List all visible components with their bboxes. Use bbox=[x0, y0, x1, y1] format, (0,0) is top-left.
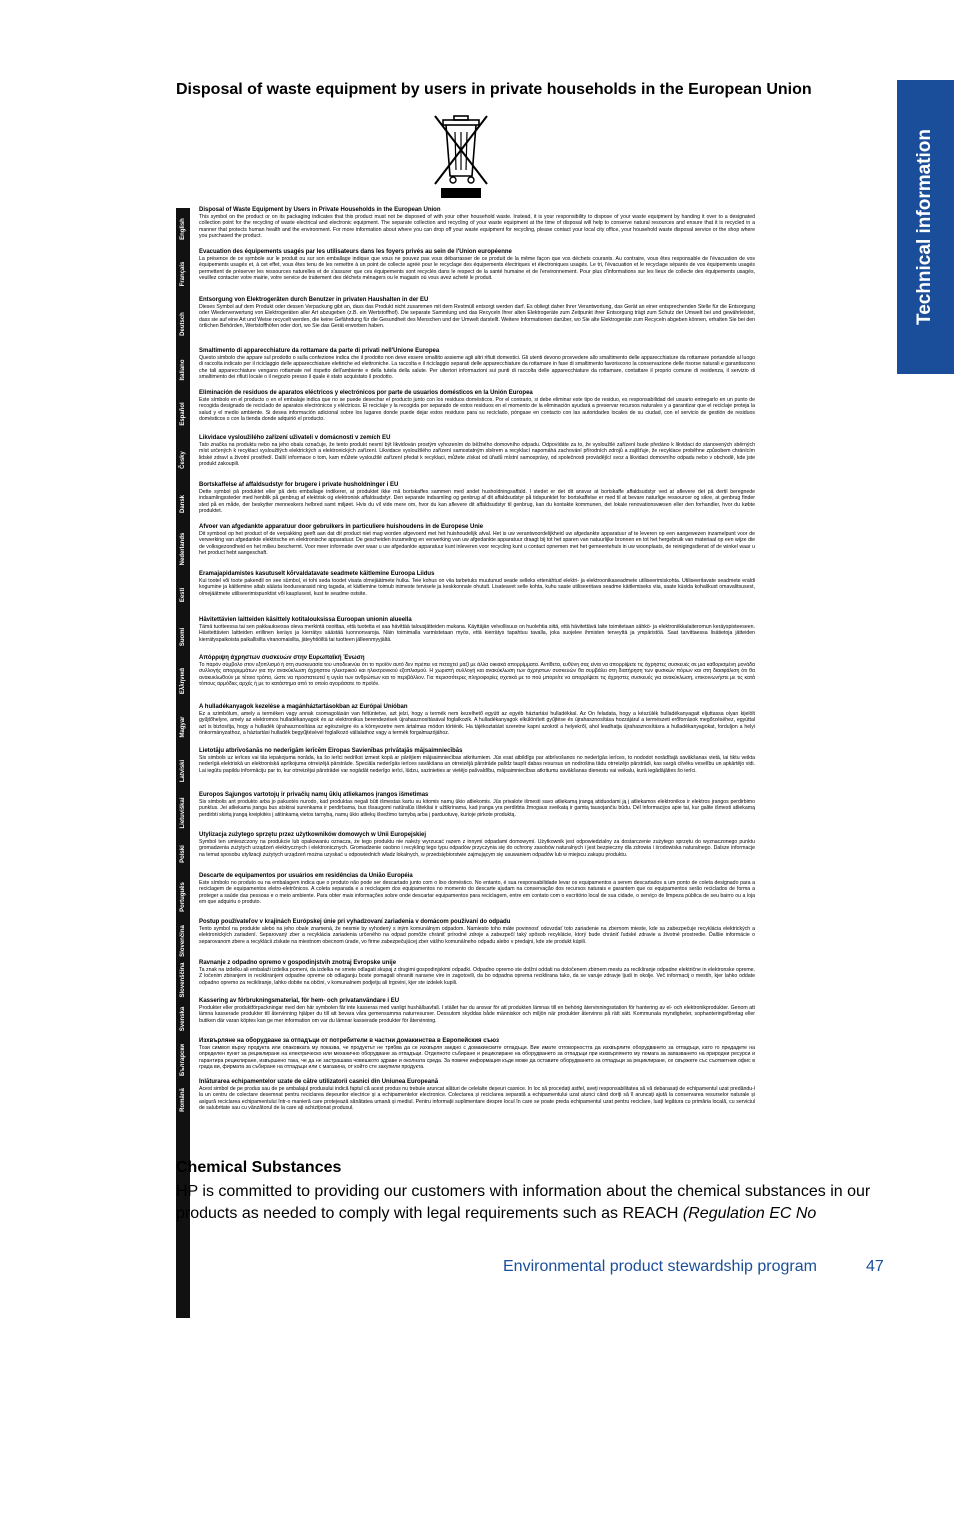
section-body: Symbol ten umieszczony na produkcie lub opakowaniu oznacza, że tego produktu nie należy wyrzucać razem z innymi odpadami domowymi. Użytkownik jest odpowiedzialny za dostarczenie zużytego sprzętu do wyznaczonego punktu gromadzenia zużytych urządzeń elektrycznych i elektronicznych. Gromadzenie osobno i recykling tego typu odpadów przyczynia się do ochrony zasobów naturalnych i jest bezpieczny dla zdrowia i środowiska naturalnego. Dalsze informacje na temat sposobu utylizacji zużytych urządzeń można uzyskać u odpowiednich władz lokalnych, w przedsiębiorstwie zajmującym się usuwaniem odpadów lub w miejscu zakupu produktu. bbox=[199, 839, 755, 858]
section-heading: Descarte de equipamentos por usuários em residências da União Européia bbox=[199, 873, 413, 879]
section-heading: Entsorgung von Elektrogeräten durch Benutzer in privaten Haushalten in der EU bbox=[199, 297, 429, 303]
section-body: Šis simbolis ant produkto arba jo pakuotės nurodo, kad produktas negali būti išmestas kartu su kitomis namų ūkio atliekomis. Jūs privalote išmesti savo atliekamą įrangą atiduodami ją į atliekamos elektronikos ir elektros įrangos perdirbimo punktus. Jei atliekama įranga bus atskirai surenkama ir perdirbama, bus išsaugomi natūralūs ištekliai ir užtikrinama, kad įranga yra perdirbta žmogaus sveikatą ir gamtą tausojančiu būdu. Dėl informacijos apie tai, kur galite išmesti atliekamą perdirbti skirtą įrangą kreipkitės į atitinkamą vietos tarnybą, namų ūkio atliekų išvežimo tarnybą arba į parduotuvę, kurioje pirkote produktą. bbox=[199, 799, 755, 818]
language-label-text: Svenska bbox=[180, 1006, 186, 1032]
section-body: Tämä tuotteessa tai sen pakkauksessa oleva merkintä osoittaa, että tuotetta ei saa hävittää talousjätteiden mukana. Käyttäjän velvollisuus on huolehtia siitä, että hävitettävä laite toimitetaan sähkö- ja elektroniikkalaiteromun keräyspisteeseen. Hävitettävien laitteiden erillinen keräys ja kierrätys säästää luonnonvaroja. Näin toimimalla varmistetaan myös, että kierrätys tapahtuu tavalla, joka suojelee ihmisten terveyttä ja ympäristöä. Saat tarvittaessa lisätietoja jätteiden kierrätyspaikoista paikallisilta viranomaisilta, jäteyhtiöiltä tai tuotteen jälleenmyyjältä. bbox=[199, 624, 755, 643]
section-body: Dette symbol på produktet eller på dets emballage indikerer, at produktet ikke må bortskaffes sammen med andet husholdningsaffald. I stedet er det dit ansvar at bortskaffe affaldsudstyr ved at aflevere det på dertil beregnede indsamlingssteder med henblik på genbrug af elektrisk og elektronisk affaldsudstyr. Den separate indsamling og genbrug af dit affaldsudstyr på tidspunktet for bortskaffelse er med til at bevare naturlige ressourcer og sikre, at genbrug finder sted på en måde, der beskytter menneskers helbred samt miljøet. Hvis du vil vide mere om, hvor du kan aflevere dit affaldsudstyr til genbrug, kan du kontakte kommunen, det lokale renovationsvæsen eller den forhandler, hvor du købte produktet. bbox=[199, 489, 755, 515]
crossed-bin-icon bbox=[431, 112, 491, 204]
disposal-section bbox=[199, 523, 755, 570]
section-body: Този символ върху продукта или опаковката му показва, че продуктът не трябва да се изхвърля заедно с домакинските отпадъци. Вие имате отговорността да изхвърлите оборудването за отпадъци, като го предадете на определен пункт за рециклиране на електрическо или механично оборудване за отпадъци. Отделното събиране и рециклиране на оборудването за отпадъци при изхвърлянето му помага за запазването на природни ресурси и гарантира рециклиране, извършено така, че да не застрашава човешкото здраве и околната среда. За повече информация къде може да оставите оборудването за отпадъци за рециклиране, се свържете със съответния офис в града ви, фирмата за събиране на отпадъци или с магазина, от който сте закупили продукта. bbox=[199, 1045, 755, 1071]
disposal-section bbox=[199, 997, 755, 1037]
language-label-text: Polski bbox=[180, 844, 186, 863]
section-heading: Afvoer van afgedankte apparatuur door gebruikers in particuliere huishoudens in de Europese Unie bbox=[199, 524, 484, 530]
disposal-section bbox=[199, 481, 755, 523]
language-label-text: English bbox=[180, 218, 186, 240]
section-body: Este símbolo no produto ou na embalagem indica que o produto não pode ser descartado junto com o lixo doméstico. No entanto, é sua responsabilidade levar os equipamentos a serem descartados a um ponto de coleta designado para a reciclagem de equipamentos eletro-eletrônicos. A coleta separada e a reciclagem dos equipamentos no momento do descarte ajudam na conservação dos recursos naturais e garantem que os equipamentos serão reciclados de forma a proteger a saúde das pessoas e o meio ambiente. Para obter mais informações sobre onde descartar equipamentos para reciclagem, entre em contato com o escritório local de sua cidade, o serviço de limpeza pública de seu bairro ou a loja em que adquiriu o produto. bbox=[199, 880, 755, 906]
disposal-section bbox=[199, 434, 755, 481]
section-body: Acest simbol de pe produs sau de pe ambalajul produsului indică faptul că acest produs nu trebuie aruncat alături de celelalte deșeuri casnice. În loc să procedați astfel, aveți responsabilitatea să vă debarasați de echipamentul uzat predându-l la un centru de colectare desemnat pentru reciclarea deșeurilor electrice și a echipamentelor electronice. Colectarea și reciclarea separată a echipamentului uzat atunci când doriți să îl aruncați ajută la conservarea resurselor naturale și asigură reciclarea echipamentului într-o manieră care protejează sănătatea umană și mediul. Pentru informații suplimentare despre locul în care se poate preda echipamentul uzat pentru reciclare, luați legătura cu primăria locală, cu serviciul de salubritate sau cu vânzătorul de la care ați achiziționat produsul. bbox=[199, 1086, 755, 1112]
disposal-section bbox=[199, 918, 755, 959]
section-body: Questo simbolo che appare sul prodotto o sulla confezione indica che il prodotto non deve essere smaltito assieme agli altri rifiuti domestici. Gli utenti devono provvedere allo smaltimento delle apparecchiature da rottamare portandole al luogo di raccolta indicato per il riciclaggio delle apparecchiature elettriche ed elettroniche. La raccolta e il riciclaggio separati delle apparecchiature da rottamare in fase di smaltimento favoriscono la conservazione delle risorse naturali e garantiscono che tali apparecchiature vengano rottamate nel rispetto dell'ambiente e della tutela della salute. Per ulteriori informazioni sui punti di raccolta delle apparecchiature da rottamare, contattare il proprio comune di residenza, il servizio di smaltimento dei rifiuti locale o il negozio presso il quale è stato acquistato il prodotto. bbox=[199, 355, 755, 381]
section-body: La présence de ce symbole sur le produit ou sur son emballage indique que vous ne pouvez pas vous débarrasser de ce produit de la même façon que vos déchets courants. Au contraire, vous êtes responsable de l'évacuation de vos équipements usagés et, à cet effet, vous êtes tenu de les remettre à un point de collecte agréé pour le recyclage des équipements électriques et électroniques usagés. Le tri, l'évacuation et le recyclage séparés de vos équipements usagés permettent de préserver les ressources naturelles et de s'assurer que ces équipements sont recyclés dans le respect de la santé humaine et de l'environnement. Pour plus d'informations sur les lieux de collecte des équipements usagés, veuillez contacter votre mairie, votre service de traitement des déchets ménagers ou le magasin où vous avez acheté le produit. bbox=[199, 256, 755, 282]
disposal-section bbox=[199, 296, 755, 347]
language-label-text: Dansk bbox=[180, 494, 186, 514]
section-heading: Eliminación de residuos de aparatos eléctricos y electrónicos por parte de usuarios domésticos en la Unión Europea bbox=[199, 390, 533, 396]
disposal-section bbox=[199, 959, 755, 997]
chemical-body-italic: (Regulation EC No bbox=[682, 1205, 817, 1222]
language-label-text: Português bbox=[180, 882, 186, 912]
language-label-text: Nederlands bbox=[180, 532, 186, 565]
language-label-text: Български bbox=[180, 1043, 186, 1076]
language-label-text: Česky bbox=[180, 450, 186, 469]
section-heading: Évacuation des équipements usagés par les utilisateurs dans les foyers privés au sein de l'Union européenne bbox=[199, 249, 512, 255]
section-heading: Likvidace vysloužilého zařízení uživateli v domácnosti v zemích EU bbox=[199, 435, 391, 441]
section-heading: Απόρριψη άχρηστων συσκευών στην Ευρωπαϊκή Ένωση bbox=[199, 655, 365, 661]
disposal-section bbox=[199, 703, 755, 747]
section-heading: Ravnanje z odpadno opremo v gospodinjstvih znotraj Evropske unije bbox=[199, 960, 397, 966]
language-label-text: Suomi bbox=[180, 627, 186, 647]
language-label-text: Italiano bbox=[180, 359, 186, 381]
section-heading: Kassering av förbrukningsmaterial, för hem- och privatanvändare i EU bbox=[199, 998, 400, 1004]
language-label-text: Magyar bbox=[180, 716, 186, 738]
section-heading: Disposal of Waste Equipment by Users in Private Households in the European Union bbox=[199, 207, 441, 213]
page-number: 47 bbox=[866, 1258, 884, 1275]
section-body: Produkter eller produktförpackningar med den här symbolen får inte kasseras med vanligt hushållsavfall. I stället har du ansvar för att produkten lämnas till en behörig återvinningsstation för hantering av el- och elektronikprodukter. Genom att lämna kasserade produkter till återvinning hjälper du till att bevara våra gemensamma naturresurser. Dessutom skyddas både människor och miljön när produkter återvinns på rätt sätt. Kommunala myndigheter, sophanteringsföretag eller butiken där varan köptes kan ge mer information om var du lämnar kasserade produkter för återvinning. bbox=[199, 1005, 755, 1024]
section-heading: Smaltimento di apparecchiature da rottamare da parte di privati nell'Unione Europea bbox=[199, 348, 440, 354]
section-heading: Europos Sąjungos vartotojų ir privačių namų ūkių atliekamos įrangos išmetimas bbox=[199, 792, 429, 798]
section-body: Šis simbols uz ierīces vai tās iepakojuma norāda, ka šo ierīci nedrīkst izmest kopā ar pārējiem mājsaimniecības atkritumiem. Jūs esat atbildīgs par atbrīvošanos no nederīgās ierīces, to nododot norādītajā savākšanas vietā, lai tiktu veikta nederīgā elektriskā un elektroniskā aprīkojuma otrreizējā pārstrāde. Speciāla nederīgās ierīces savākšana un otrreizējā pārstrāde palīdz taupīt dabas resursus un nodrošina tādu otrreizējo pārstrādi, kas sargā cilvēku veselību un apkārtējo vidi. Lai iegūtu papildu informāciju par to, kur otrreizējai pārstrādei var nogādāt nederīgo ierīci, lūdzu, sazinieties ar vietējo pašvaldību, mājsaimniecības atkritumu savākšanas dienestu vai veikalu, kurā iegādājāties šo ierīci. bbox=[199, 755, 755, 774]
side-tab-label: Technical information bbox=[914, 128, 935, 326]
language-bar bbox=[176, 208, 190, 1526]
language-label-text: Español bbox=[180, 401, 186, 426]
language-label-text: Slovenčina bbox=[180, 924, 186, 957]
language-label-text: Ελληνικά bbox=[180, 667, 186, 694]
section-body: Ta znak na izdelku ali embalaži izdelka pomeni, da izdelka ne smete odlagati skupaj z drugimi gospodinjskimi odpadki. Odpadno opremo ste dolžni oddati na določenem zbirnem mestu za recikliranje odpadne električne in elektronske opreme. Z ločenim zbiranjem in recikliranjem odpadne opreme ob odlaganju boste pomagali ohraniti naravne vire in zagotovili, da bo odpadna oprema reciklirana tako, da se varuje zdravje ljudi in okolje. Več informacij o mestih, kjer lahko oddate odpadno opremo za recikliranje, lahko dobite na občini, v komunalnem podjetju ali trgovini, kjer ste izdelek kupili. bbox=[199, 967, 755, 986]
disposal-section bbox=[199, 831, 755, 872]
footer-title: Environmental product stewardship program bbox=[503, 1258, 817, 1275]
disposal-section bbox=[199, 248, 755, 296]
page-title: Disposal of waste equipment by users in private households in the European Union bbox=[176, 81, 812, 98]
section-body: Kui tootel või toote pakendil on see sümbol, ei tohi seda toodet visata olmejäätmete hulka. Teie kohus on viia tarbetuks muutunud seade selleks ettenähtud elektri- ja elektroonikaseadmete utiliseerimiskohta. Utiliseeritavate seadmete eraldi kogumine ja käitlemine aitab säästa loodusvarasid ning tagada, et käitlemine toimub inimeste tervisele ja keskkonnale ohutult. Lisateavet selle kohta, kuhu saate utiliseeritava seadme käitlemiseks viia, saate küsida kohalikust omavalitsusest, olmejäätmete utiliseerimispunktist või kauplusest, kust te seadme ostsite. bbox=[199, 578, 755, 597]
section-body: Dieses Symbol auf dem Produkt oder dessen Verpackung gibt an, dass das Produkt nicht zusammen mit dem Restmüll entsorgt werden darf. Es obliegt daher Ihrer Verantwortung, das Gerät an einer entsprechenden Stelle für die Entsorgung oder Wiederverwertung von Elektrogeräten aller Art abzugeben (z.B. ein Wertstoffhof). Die separate Sammlung und das Recyceln Ihrer alten Elektrogeräte zum Zeitpunkt ihrer Entsorgung trägt zum Schutz der Umwelt bei und gewährleistet, dass sie auf eine Art und Weise recycelt werden, die keine Gefährdung für die Gesundheit des Menschen und der Umwelt darstellt. Weitere Informationen darüber, wo Sie alte Elektrogeräte zum Recyceln abgeben können, erhalten Sie bei den örtlichen Behörden, Wertstoffhöfen oder dort, wo Sie das Gerät erworben haben. bbox=[199, 304, 755, 330]
section-heading: Eramajapidamistes kasutuselt kõrvaldatavate seadmete käitlemine Euroopa Liidus bbox=[199, 571, 435, 577]
chemical-body-text: HP is committed to providing our customers with information about the chemical substances in our products as needed to comply with legal requirements such as REACH bbox=[176, 1183, 871, 1222]
disposal-section bbox=[199, 206, 755, 248]
disposal-section bbox=[199, 791, 755, 831]
section-heading: Bortskaffelse af affaldsudstyr for brugere i private husholdninger i EU bbox=[199, 482, 399, 488]
language-label-text: Latviski bbox=[180, 759, 186, 783]
section-heading: Înlăturarea echipamentelor uzate de către utilizatorii casnici din Uniunea Europeană bbox=[199, 1079, 439, 1085]
section-heading: Изхвърляне на оборудване за отпадъци от потребители в частни домакинства в Европейския съюз bbox=[199, 1038, 499, 1044]
disposal-section bbox=[199, 872, 755, 918]
disposal-section bbox=[199, 570, 755, 616]
section-heading: Hävitettävien laitteiden käsittely kotitalouksissa Euroopan unionin alueella bbox=[199, 617, 412, 623]
section-body: Dit symbool op het product of de verpakking geeft aan dat dit product niet mag worden afgevoerd met het huishoudelijk afval. Het is uw verantwoordelijkheid uw afgedankte apparatuur af te leveren op een aangewezen inzamelpunt voor de verwerking van afgedankte elektrische en elektronische apparatuur. De gescheiden inzameling en verwerking van uw afgedankte apparatuur draagt bij tot het sparen van natuurlijke bronnen en tot het hergebruik van materiaal op een wijze die de volksgezondheid en het milieu beschermt. Voor meer informatie over waar u uw afgedankte apparatuur kunt inleveren voor recycling kunt u contact opnemen met het gemeentehuis in uw woonplaats, de reinigingsdienst of de winkel waar u het product hebt aangeschaft. bbox=[199, 531, 755, 557]
section-body: Ez a szimbólum, amely a terméken vagy annak csomagolásán van feltüntetve, azt jelzi, hogy a termék nem kezelhető együtt az egyéb háztartási hulladékkal. Az Ön feladata, hogy a készülék hulladékanyagait eljuttassa olyan kijelölt gyűjtőhelyre, amely az elektromos hulladékanyagok és az elektronikus berendezések újrahasznosításával foglalkozik. A hulladékanyagok elkülönített gyűjtése és újrahasznosítása hozzájárul a természeti erőforrások megőrzéséhez, egyúttal azt is biztosítja, hogy a hulladék újrahasznosítása az egészségre és a környezetre nem ártalmas módon történik. Ha tájékoztatást szeretne kapni azokról a helyekről, ahol leadhatja újrahasznosításra a hulladékanyagokat, forduljon a helyi önkormányzathoz, a háztartási hulladék begyűjtésével foglalkozó vállalathoz vagy a termék forgalmazójához. bbox=[199, 711, 755, 737]
disposal-section bbox=[199, 1078, 755, 1118]
language-label-text: Français bbox=[180, 261, 186, 287]
language-label-text: Slovenščina bbox=[180, 962, 186, 998]
disposal-section bbox=[199, 616, 755, 654]
section-body: This symbol on the product or on its packaging indicates that this product must not be disposed of with your other household waste. Instead, it is your responsibility to dispose of your waste equipment by handing it over to a designated collection point for the recycling of waste electrical and electronic equipment. The separate collection and recycling of your waste equipment at the time of disposal will help to conserve natural resources and ensure that it is recycled in a manner that protects human health and the environment. For more information about where you can drop off your waste equipment for recycling, please contact your local city office, your household waste disposal service or the shop where you purchased the product. bbox=[199, 214, 755, 240]
section-heading: A hulladékanyagok kezelése a magánháztartásokban az Európai Unióban bbox=[199, 704, 408, 710]
section-body: Este símbolo en el producto o en el embalaje indica que no se puede desechar el producto junto con los residuos domésticos. Por el contrario, si debe eliminar este tipo de residuo, es responsabilidad del usuario entregarlo en un punto de recogida designado de reciclado de aparatos electrónicos y eléctricos. El reciclaje y la recogida por separado de estos residuos en el momento de la eliminación ayudará a preservar recursos naturales y a garantizar que el reciclaje proteja la salud y el medio ambiente. Si desea información adicional sobre los lugares donde puede dejar estos residuos para su reciclado, póngase en contacto con las autoridades locales de su ciudad, con el servicio de gestión de residuos domésticos o con la tienda donde adquirió el producto. bbox=[199, 397, 755, 423]
language-label-text: Lietuviškai bbox=[180, 797, 186, 829]
disposal-section bbox=[199, 1037, 755, 1078]
section-body: Tato značka na produktu nebo na jeho obalu označuje, že tento produkt nesmí být likvidován prostým vyhozením do běžného domovního odpadu. Odpovídáte za to, že vysloužilé zařízení bude předáno k likvidaci do stanovených sběrných míst určených k recyklaci vysloužilých elektrických a elektronických zařízení. Likvidace vysloužilého zařízení samostatným sběrem a recyklací napomáhá zachování přírodních zdrojů a zajišťuje, že recyklace proběhne způsobem chránícím lidské zdraví a životní prostředí. Další informace o tom, kam můžete vysloužilé zařízení předat k recyklaci, můžete získat od úřadů místní samosprávy, od společnosti provádějící svoz a likvidaci domovního odpadu nebo v obchodě, kde jste produkt zakoupili. bbox=[199, 442, 755, 468]
language-label-text: Eesti bbox=[180, 587, 186, 603]
section-body: Tento symbol na produkte alebo na jeho obale znamená, že nesmie by vyhodený s iným komunálnym odpadom. Namiesto toho máte povinnosť odovzdať toto zariadenie na zbernom mieste, kde sa zabezpečuje recyklácia elektrických a elektronických zariadení. Separovaný zber a recyklácia zariadenia určeného na odpad pomôže chrániť prírodné zdroje a zabezpečí taký spôsob recyklácie, ktorý bude chrániť ľudské zdravie a životné prostredie. Ďalšie informácie o separovanom zbere a recyklácii získate na miestnom obecnom úrade, vo firme zabezpečujúcej zber vášho komunálneho odpadu alebo v predajni, kde ste produkt kúpili. bbox=[199, 926, 755, 945]
disposal-section bbox=[199, 747, 755, 791]
disposal-section bbox=[199, 347, 755, 389]
language-label-text: Deutsch bbox=[180, 311, 186, 336]
chemical-body bbox=[176, 1181, 896, 1225]
disposal-section bbox=[199, 389, 755, 434]
section-side-tab bbox=[897, 80, 954, 374]
section-heading: Postup používateľov v krajinách Európskej únie pri vyhadzovaní zariadenia v domácom používaní do odpadu bbox=[199, 919, 511, 925]
language-label-text: Română bbox=[180, 1088, 186, 1112]
chemical-heading: Chemical Substances bbox=[176, 1159, 342, 1176]
disposal-section bbox=[199, 654, 755, 703]
section-heading: Utylizacja zużytego sprzętu przez użytkowników domowych w Unii Europejskiej bbox=[199, 832, 427, 838]
section-body: Το παρόν σύμβολο στον εξοπλισμό ή στη συσκευασία του υποδεικνύει ότι το προϊόν αυτό δεν πρέπει να πεταχτεί μαζί με άλλα οικιακά απορρίμματα. Αντίθετα, ευθύνη σας είναι να απορρίψετε τις άχρηστες συσκευές σε μια καθορισμένη μονάδα συλλογής απορριμμάτων για την ανακύκλωση άχρηστου ηλεκτρικού και ηλεκτρονικού εξοπλισμού. Η χωριστή συλλογή και ανακύκλωση των άχρηστων συσκευών θα συμβάλει στη διατήρηση των φυσικών πόρων και στη διασφάλιση ότι θα ανακυκλωθούν με τέτοιο τρόπο, ώστε να προστατευτεί η υγεία των ανθρώπων και το περιβάλλον. Για περισσότερες πληροφορίες σχετικά με το πού μπορείτε να απορρίψετε τις άχρηστες συσκευές για ανακύκλωση, επικοινωνήστε με τις κατά τόπους αρμόδιες αρχές ή με το κατάστημα από το οποίο αγοράσατε το προϊόν. bbox=[199, 662, 755, 688]
section-heading: Lietotāju atbrīvošanās no nederīgām ierīcēm Eiropas Savienības privātajās mājsaimniecībās bbox=[199, 748, 463, 754]
